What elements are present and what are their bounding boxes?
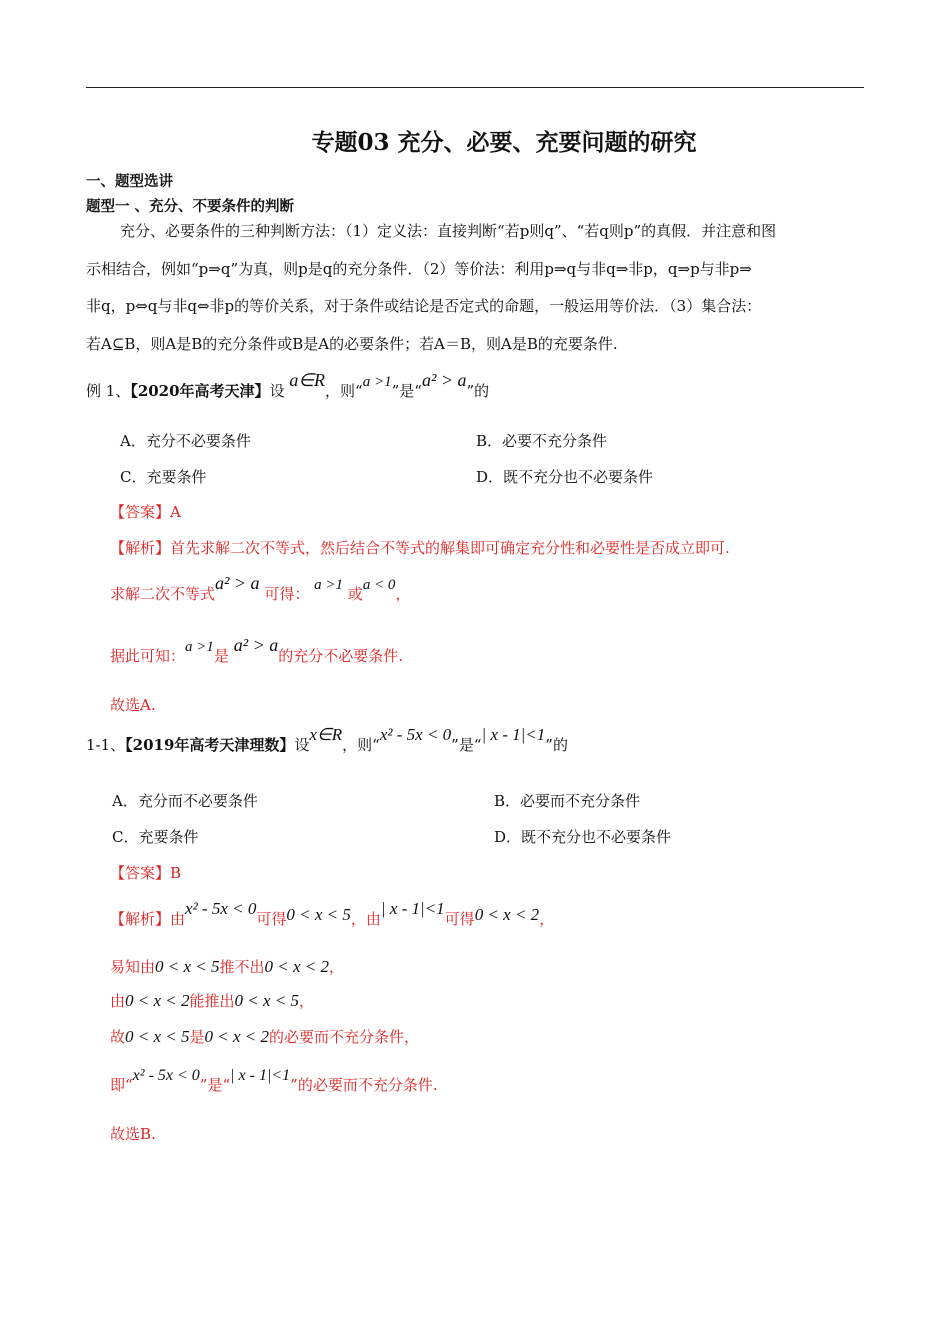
example2-stem xyxy=(86,725,568,755)
math-expr: a² > a xyxy=(215,573,260,593)
example-prefix: 例 1、 xyxy=(86,382,131,400)
analysis xyxy=(110,899,555,929)
intro-line: 示相结合，例如“p⇒q”为真，则p是q的充分条件．（2）等价法：利用p⇒q与非q⇒非p，q⇒p与非p⇒ xyxy=(86,259,752,278)
analysis-label: 【解析】 xyxy=(110,910,171,928)
step-text: ”的必要而不充分条件. xyxy=(290,1076,438,1094)
math-expr: a >1 xyxy=(362,374,392,390)
step-text: 的必要而不充分条件， xyxy=(269,1028,420,1046)
option-a: A．充分而不必要条件 xyxy=(112,792,258,810)
stem-text: ”是“ xyxy=(451,736,482,754)
math-expr: 0 < x < 5 xyxy=(286,905,351,924)
step-text: 即“ xyxy=(110,1076,133,1094)
conclusion: 故选B. xyxy=(110,1125,156,1143)
step-text: 据此可知： xyxy=(110,647,186,665)
math-expr: | x - 1|<1 xyxy=(380,899,445,918)
math-expr: 0 < x < 2 xyxy=(204,1027,270,1046)
stem-text: 设 xyxy=(294,736,310,754)
intro-paragraph xyxy=(86,213,866,363)
example-source: 【2020年高考天津】 xyxy=(130,382,270,400)
analysis-step xyxy=(110,1026,419,1047)
math-expr: 0 < x < 2 xyxy=(264,957,330,976)
math-expr: | x - 1|<1 xyxy=(481,725,546,744)
analysis-step xyxy=(110,956,344,977)
example1-stem xyxy=(86,370,490,401)
option-b: B．必要而不充分条件 xyxy=(494,792,641,810)
option-c: C．充要条件 xyxy=(112,828,199,846)
step-text: ， xyxy=(299,992,315,1010)
step-text: 可得 xyxy=(444,910,475,928)
math-expr: a∈R xyxy=(289,370,326,390)
subsection-heading: 题型一 、充分、不要条件的判断 xyxy=(86,198,295,215)
math-expr: a < 0 xyxy=(362,577,396,593)
math-expr: x² - 5x < 0 xyxy=(379,725,452,744)
step-text: 或 xyxy=(347,585,363,603)
option-d: D．既不充分也不必要条件 xyxy=(494,828,672,846)
page-title: 专题03 充分、必要、充要问题的研究 xyxy=(311,129,697,156)
intro-line: 充分、必要条件的三种判断方法：（1）定义法：直接判断“若p则q”、“若q则p”的真假．并注意和图 xyxy=(120,222,777,240)
example-prefix: 1-1、 xyxy=(86,736,126,754)
option-a: A．充分不必要条件 xyxy=(120,432,251,450)
step-text: 由 xyxy=(110,992,126,1010)
step-text: ， xyxy=(539,910,555,928)
conclusion: 故选A. xyxy=(110,696,156,714)
step-text: 可得： xyxy=(264,585,310,603)
math-expr: a² > a xyxy=(421,370,467,390)
step-text: ， xyxy=(395,585,411,603)
math-expr: 0 < x < 5 xyxy=(125,1027,190,1046)
stem-text: ”的 xyxy=(466,382,490,400)
step-text: 是 xyxy=(189,1028,205,1046)
step-text: 能推出 xyxy=(189,992,235,1010)
step-text: 易知由 xyxy=(110,958,156,976)
analysis-step xyxy=(110,990,314,1011)
analysis-step xyxy=(110,635,404,666)
analysis-step xyxy=(110,1067,438,1095)
math-expr: 0 < x < 5 xyxy=(234,991,300,1010)
section-heading: 一、题型选讲 xyxy=(86,173,173,190)
math-expr: 0 < x < 2 xyxy=(474,905,540,924)
stem-text: ”是“ xyxy=(391,382,422,400)
option-c: C．充要条件 xyxy=(120,468,207,486)
intro-line: 非q，p⇔q与非q⇔非p的等价关系，对于条件或结论是否定式的命题，一般运用等价法．（3）集合法： xyxy=(86,297,762,315)
analysis-step xyxy=(110,573,411,604)
step-text: 故 xyxy=(110,1028,126,1046)
math-expr: 0 < x < 5 xyxy=(155,957,220,976)
option-b: B．必要不充分条件 xyxy=(476,432,608,450)
step-text: ，由 xyxy=(350,910,381,928)
math-expr: x∈R xyxy=(309,725,343,744)
step-text: ”是“ xyxy=(199,1076,231,1094)
analysis xyxy=(110,537,730,558)
math-expr: x² - 5x < 0 xyxy=(132,1067,200,1084)
step-text: 可得 xyxy=(256,910,287,928)
step-text: 由 xyxy=(170,910,186,928)
math-expr: | x - 1|<1 xyxy=(230,1067,291,1084)
math-expr: a >1 xyxy=(185,639,214,655)
math-expr: x² - 5x < 0 xyxy=(185,899,257,918)
stem-text: 设 xyxy=(269,382,285,400)
analysis-label: 【解析】 xyxy=(110,539,171,557)
header-rule xyxy=(86,87,864,88)
math-expr: a² > a xyxy=(233,635,279,655)
step-text: ， xyxy=(329,958,345,976)
math-expr: 0 < x < 2 xyxy=(125,991,190,1010)
option-d: D．既不充分也不必要条件 xyxy=(476,468,654,486)
stem-text: ，则“ xyxy=(342,736,380,754)
intro-line: 若A⊆B，则A是B的充分条件或B是A的必要条件；若A＝B，则A是B的充要条件. xyxy=(86,334,618,353)
step-text: 的充分不必要条件. xyxy=(278,647,404,665)
stem-text: ，则“ xyxy=(325,382,363,400)
example-source: 【2019年高考天津理数】 xyxy=(125,736,295,754)
step-text: 求解二次不等式 xyxy=(110,585,216,603)
math-expr: a >1 xyxy=(314,577,344,593)
stem-text: ”的 xyxy=(545,736,568,754)
analysis-text: 首先求解二次不等式，然后结合不等式的解集即可确定充分性和必要性是否成立即可. xyxy=(170,539,730,557)
step-text: 是 xyxy=(213,647,229,665)
step-text: 推不出 xyxy=(219,958,265,976)
answer: 【答案】A xyxy=(110,503,181,521)
answer: 【答案】B xyxy=(110,864,182,882)
